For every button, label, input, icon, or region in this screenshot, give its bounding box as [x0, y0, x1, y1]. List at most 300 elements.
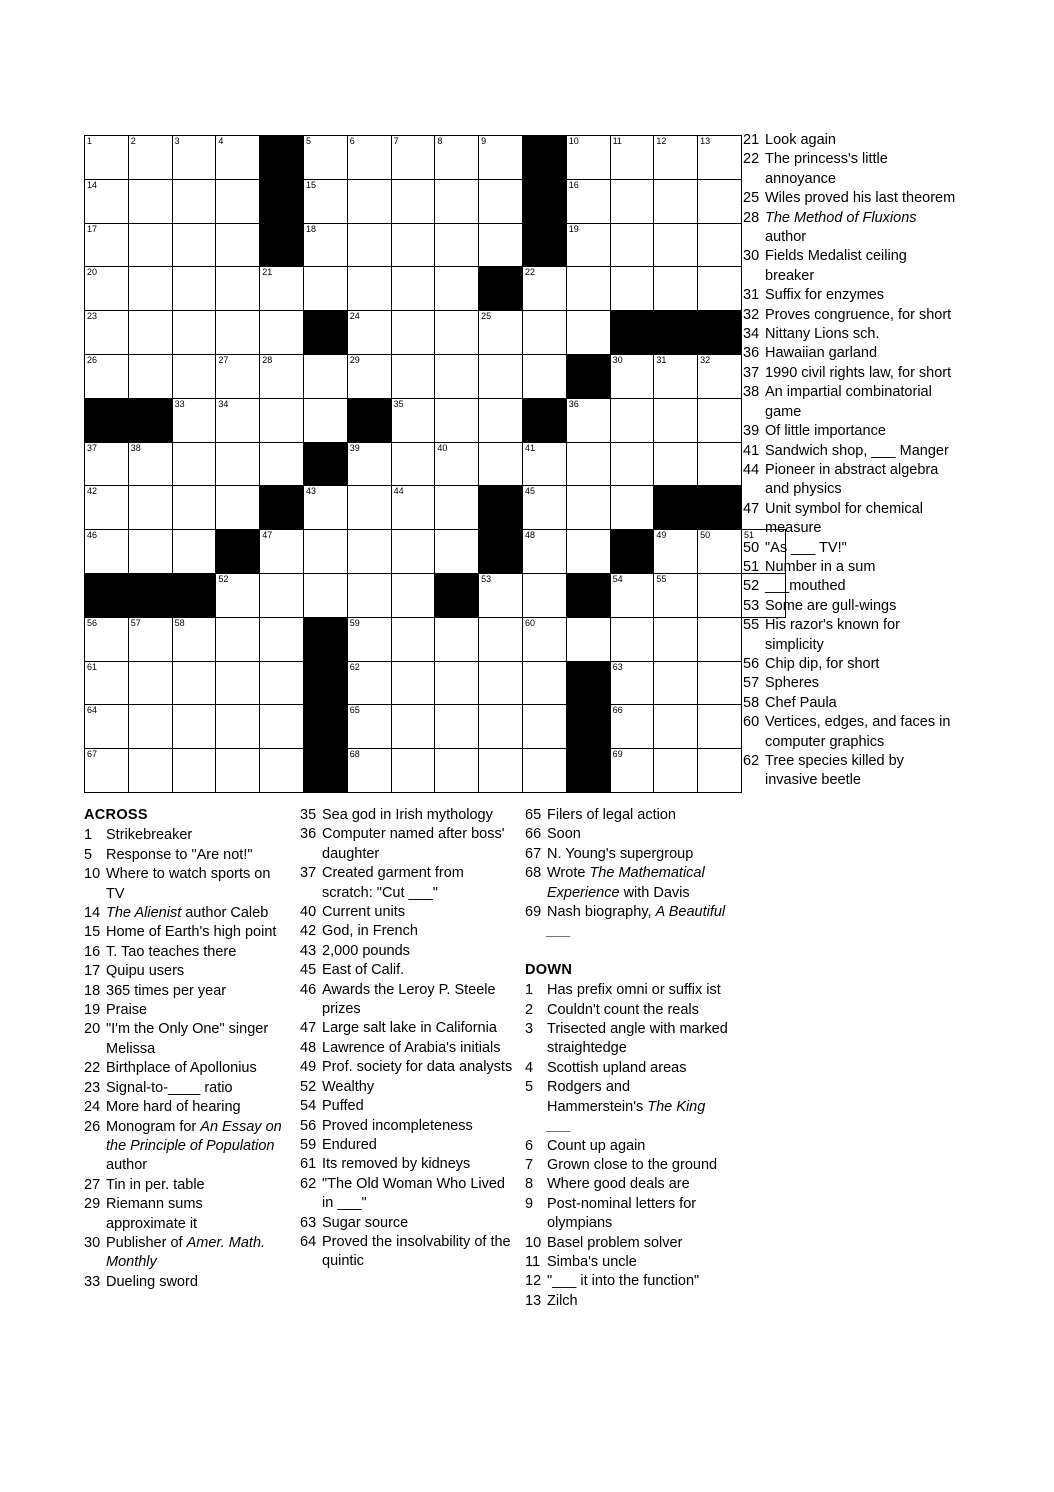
grid-cell[interactable] [610, 267, 654, 311]
across-clue-49[interactable] [300, 1058, 515, 1077]
grid-cell[interactable] [479, 136, 523, 180]
across-clue-52[interactable] [300, 1078, 515, 1097]
grid-cell[interactable] [566, 267, 610, 311]
grid-cell[interactable] [216, 311, 260, 355]
grid-cell[interactable] [698, 661, 742, 705]
grid-cell[interactable] [172, 398, 216, 442]
down-clue-52[interactable] [743, 577, 958, 596]
grid-cell[interactable] [216, 442, 260, 486]
grid-cell-block [303, 442, 347, 486]
grid-cell[interactable] [303, 486, 347, 530]
grid-cell[interactable] [172, 705, 216, 749]
grid-cell[interactable] [347, 442, 391, 486]
grid-cell[interactable] [610, 442, 654, 486]
down-clue-13[interactable] [525, 1292, 730, 1311]
across-clue-14[interactable] [84, 904, 284, 923]
across-clue-54[interactable] [300, 1097, 515, 1116]
grid-cell[interactable] [85, 442, 129, 486]
grid-cell[interactable] [654, 354, 698, 398]
grid-cell[interactable] [85, 267, 129, 311]
down-clue-9[interactable] [525, 1195, 730, 1234]
across-clue-30[interactable] [84, 1234, 284, 1273]
across-clue-37[interactable] [300, 864, 515, 903]
grid-cell[interactable] [698, 573, 742, 617]
grid-cell[interactable] [435, 661, 479, 705]
grid-cell[interactable] [172, 223, 216, 267]
grid-cell[interactable] [172, 311, 216, 355]
grid-cell[interactable] [435, 136, 479, 180]
grid-cell[interactable] [172, 179, 216, 223]
across-clue-10[interactable] [84, 865, 284, 904]
grid-cell[interactable] [128, 530, 172, 574]
grid-cell[interactable] [172, 661, 216, 705]
clue-text: Zilch [547, 1292, 578, 1309]
grid-cell[interactable] [347, 267, 391, 311]
grid-cell[interactable] [260, 442, 304, 486]
down-clue-31[interactable] [743, 286, 958, 305]
grid-cell[interactable] [85, 354, 129, 398]
clue-text: 2,000 pounds [322, 942, 410, 959]
grid-cell[interactable] [698, 354, 742, 398]
grid-cell[interactable] [610, 223, 654, 267]
across-clue-45[interactable] [300, 961, 515, 980]
grid-cell[interactable] [85, 179, 129, 223]
grid-cell[interactable] [566, 617, 610, 661]
grid-cell-number: 54 [612, 573, 623, 584]
grid-cell[interactable] [522, 617, 566, 661]
grid-cell[interactable] [216, 267, 260, 311]
grid-cell[interactable] [610, 354, 654, 398]
grid-cell[interactable] [216, 573, 260, 617]
down-clue-22[interactable] [743, 150, 958, 189]
grid-cell[interactable] [698, 705, 742, 749]
down-clue-38[interactable] [743, 383, 958, 422]
clue-text: Trisected angle with marked straightedge [547, 1021, 728, 1057]
grid-cell[interactable] [216, 617, 260, 661]
down-clue-1[interactable] [525, 981, 730, 1000]
grid-cell[interactable] [85, 617, 129, 661]
grid-cell-block [654, 311, 698, 355]
across-clue-23[interactable] [84, 1079, 284, 1098]
grid-cell[interactable] [654, 705, 698, 749]
grid-cell[interactable] [479, 617, 523, 661]
across-clue-18[interactable] [84, 982, 284, 1001]
grid-cell[interactable] [522, 530, 566, 574]
across-clue-69[interactable] [525, 903, 730, 942]
grid-cell[interactable] [303, 398, 347, 442]
grid-cell[interactable] [479, 179, 523, 223]
down-clue-55[interactable] [743, 616, 958, 655]
across-clue-62[interactable] [300, 1175, 515, 1214]
across-clue-64[interactable] [300, 1233, 515, 1272]
grid-cell[interactable] [260, 617, 304, 661]
grid-cell[interactable] [303, 179, 347, 223]
grid-cell[interactable] [172, 530, 216, 574]
grid-cell[interactable] [172, 354, 216, 398]
grid-cell[interactable] [391, 354, 435, 398]
grid-cell[interactable] [479, 442, 523, 486]
grid-cell[interactable] [435, 617, 479, 661]
clue-number: 36 [743, 345, 760, 362]
clue-text: The Method of Fluxions author [765, 209, 917, 246]
clue-number: 5 [84, 846, 93, 863]
across-clue-26[interactable] [84, 1118, 284, 1176]
grid-cell[interactable] [128, 267, 172, 311]
grid-cell[interactable] [347, 136, 391, 180]
grid-cell[interactable] [522, 573, 566, 617]
across-clue-48[interactable] [300, 1039, 515, 1058]
across-clue-61[interactable] [300, 1155, 515, 1174]
down-clue-53[interactable] [743, 597, 958, 616]
grid-cell[interactable] [216, 705, 260, 749]
down-clue-2[interactable] [525, 1001, 730, 1020]
grid-cell[interactable] [654, 661, 698, 705]
grid-cell[interactable] [347, 311, 391, 355]
grid-cell[interactable] [522, 486, 566, 530]
grid-cell[interactable] [216, 749, 260, 793]
across-clue-29[interactable] [84, 1195, 284, 1234]
grid-cell[interactable] [698, 179, 742, 223]
grid-cell[interactable] [85, 311, 129, 355]
grid-cell[interactable] [128, 179, 172, 223]
grid-cell[interactable] [260, 573, 304, 617]
down-clue-21[interactable] [743, 131, 958, 150]
grid-cell[interactable] [522, 354, 566, 398]
across-clue-16[interactable] [84, 943, 284, 962]
grid-cell[interactable] [391, 398, 435, 442]
across-clue-67[interactable] [525, 845, 730, 864]
grid-cell[interactable] [347, 354, 391, 398]
down-clue-30[interactable] [743, 247, 958, 286]
grid-cell[interactable] [85, 530, 129, 574]
across-clue-33[interactable] [84, 1273, 284, 1292]
grid-cell[interactable] [391, 136, 435, 180]
across-clue-20[interactable] [84, 1020, 284, 1059]
grid-cell[interactable] [347, 486, 391, 530]
down-clue-56[interactable] [743, 655, 958, 674]
grid-cell[interactable] [85, 486, 129, 530]
grid-cell-number: 4 [218, 136, 224, 146]
grid-cell[interactable] [260, 749, 304, 793]
grid-cell[interactable] [216, 398, 260, 442]
grid-cell[interactable] [128, 749, 172, 793]
column-spacer [525, 942, 730, 961]
grid-cell[interactable] [260, 530, 304, 574]
grid-cell[interactable] [303, 573, 347, 617]
down-clue-62[interactable] [743, 752, 958, 791]
grid-cell[interactable] [128, 354, 172, 398]
grid-cell[interactable] [479, 223, 523, 267]
grid-cell[interactable] [698, 442, 742, 486]
across-clue-27[interactable] [84, 1176, 284, 1195]
grid-cell[interactable] [654, 442, 698, 486]
across-clue-15[interactable] [84, 923, 284, 942]
grid-cell[interactable] [347, 749, 391, 793]
down-clue-11[interactable] [525, 1253, 730, 1272]
grid-cell[interactable] [172, 749, 216, 793]
grid-cell[interactable] [566, 311, 610, 355]
grid-cell[interactable] [303, 223, 347, 267]
grid-cell[interactable] [654, 267, 698, 311]
grid-cell[interactable] [347, 661, 391, 705]
grid-cell[interactable] [128, 311, 172, 355]
grid-cell[interactable] [610, 398, 654, 442]
grid-cell[interactable] [391, 442, 435, 486]
grid-cell[interactable] [566, 530, 610, 574]
across-clue-43[interactable] [300, 942, 515, 961]
clue-number: 29 [84, 1196, 101, 1213]
across-clue-66[interactable] [525, 825, 730, 844]
grid-cell[interactable] [566, 136, 610, 180]
down-clue-6[interactable] [525, 1137, 730, 1156]
grid-cell[interactable] [654, 398, 698, 442]
grid-cell[interactable] [391, 486, 435, 530]
down-clue-25[interactable] [743, 189, 958, 208]
across-clues-column-1 [84, 806, 284, 1292]
down-clue-32[interactable] [743, 306, 958, 325]
grid-cell[interactable] [85, 705, 129, 749]
grid-cell[interactable] [435, 179, 479, 223]
grid-cell[interactable] [303, 136, 347, 180]
grid-cell[interactable] [303, 530, 347, 574]
clue-text: Nittany Lions sch. [765, 326, 880, 343]
down-clue-7[interactable] [525, 1156, 730, 1175]
grid-cell[interactable] [347, 530, 391, 574]
grid-cell[interactable] [654, 136, 698, 180]
grid-cell[interactable] [128, 442, 172, 486]
grid-cell[interactable] [522, 311, 566, 355]
grid-cell[interactable] [85, 661, 129, 705]
grid-cell[interactable] [172, 617, 216, 661]
down-clue-36[interactable] [743, 344, 958, 363]
grid-cell[interactable] [128, 705, 172, 749]
grid-cell[interactable] [610, 617, 654, 661]
across-clue-42[interactable] [300, 922, 515, 941]
grid-cell[interactable] [566, 179, 610, 223]
grid-cell[interactable] [216, 486, 260, 530]
grid-cell[interactable] [85, 749, 129, 793]
grid-cell[interactable] [654, 223, 698, 267]
grid-cell[interactable] [435, 398, 479, 442]
grid-cell[interactable] [610, 749, 654, 793]
grid-cell[interactable] [260, 267, 304, 311]
grid-cell[interactable] [522, 661, 566, 705]
clue-text: "I'm the Only One" singer Melissa [106, 1021, 269, 1057]
grid-cell[interactable] [260, 398, 304, 442]
across-clue-1[interactable] [84, 826, 284, 845]
across-clue-5[interactable] [84, 846, 284, 865]
grid-cell[interactable] [303, 354, 347, 398]
down-clue-50[interactable] [743, 539, 958, 558]
grid-cell[interactable] [391, 530, 435, 574]
grid-cell-block [260, 179, 304, 223]
grid-cell[interactable] [347, 617, 391, 661]
down-clue-37[interactable] [743, 364, 958, 383]
down-clue-4[interactable] [525, 1059, 730, 1078]
grid-cell[interactable] [698, 530, 742, 574]
grid-cell[interactable] [347, 705, 391, 749]
down-clue-60[interactable] [743, 713, 958, 752]
grid-cell[interactable] [128, 136, 172, 180]
across-clue-47[interactable] [300, 1019, 515, 1038]
across-clue-35[interactable] [300, 806, 515, 825]
grid-cell[interactable] [391, 705, 435, 749]
grid-cell[interactable] [435, 267, 479, 311]
grid-cell[interactable] [260, 661, 304, 705]
down-clue-47[interactable] [743, 500, 958, 539]
down-clue-34[interactable] [743, 325, 958, 344]
clue-text: His razor's known for simplicity [765, 617, 900, 653]
grid-cell[interactable] [566, 486, 610, 530]
grid-cell-number: 32 [700, 354, 711, 365]
grid-cell-number: 16 [568, 179, 579, 190]
grid-cell[interactable] [610, 136, 654, 180]
grid-cell[interactable] [391, 311, 435, 355]
grid-cell[interactable] [698, 617, 742, 661]
grid-cell[interactable] [698, 136, 742, 180]
down-clue-10[interactable] [525, 1234, 730, 1253]
grid-cell-number: 10 [568, 136, 579, 146]
grid-cell[interactable] [260, 705, 304, 749]
clue-number: 62 [743, 753, 760, 769]
down-clue-28[interactable] [743, 209, 958, 248]
grid-cell[interactable] [435, 530, 479, 574]
across-clue-63[interactable] [300, 1214, 515, 1233]
down-clue-41[interactable] [743, 442, 958, 461]
down-clue-12[interactable] [525, 1272, 730, 1291]
grid-cell[interactable] [172, 486, 216, 530]
down-clue-51[interactable] [743, 558, 958, 577]
grid-cell[interactable] [216, 354, 260, 398]
grid-cell[interactable] [654, 573, 698, 617]
grid-cell[interactable] [522, 442, 566, 486]
grid-cell[interactable] [260, 354, 304, 398]
grid-cell-number: 9 [481, 136, 487, 146]
grid-cell[interactable] [435, 223, 479, 267]
grid-cell[interactable] [522, 705, 566, 749]
grid-cell[interactable] [566, 442, 610, 486]
down-clue-3[interactable] [525, 1020, 730, 1059]
grid-cell[interactable] [654, 617, 698, 661]
grid-cell[interactable] [216, 223, 260, 267]
grid-cell[interactable] [391, 267, 435, 311]
clue-text: Birthplace of Apollonius [106, 1060, 257, 1077]
grid-cell[interactable] [479, 705, 523, 749]
grid-cell[interactable] [347, 223, 391, 267]
grid-cell[interactable] [610, 179, 654, 223]
across-clue-22[interactable] [84, 1059, 284, 1078]
clue-number: 23 [84, 1079, 101, 1096]
grid-cell[interactable] [391, 661, 435, 705]
grid-cell[interactable] [522, 749, 566, 793]
down-clue-39[interactable] [743, 422, 958, 441]
grid-cell[interactable] [435, 442, 479, 486]
across-clue-46[interactable] [300, 981, 515, 1020]
grid-cell[interactable] [347, 573, 391, 617]
grid-cell-number: 52 [218, 573, 229, 584]
grid-cell[interactable] [479, 398, 523, 442]
grid-cell[interactable] [698, 223, 742, 267]
grid-cell[interactable] [479, 354, 523, 398]
grid-cell[interactable] [610, 573, 654, 617]
grid-cell[interactable] [479, 661, 523, 705]
grid-cell[interactable] [85, 223, 129, 267]
grid-cell[interactable] [128, 661, 172, 705]
across-clue-19[interactable] [84, 1001, 284, 1020]
grid-row [85, 223, 786, 267]
clue-number: 63 [300, 1214, 317, 1231]
grid-cell-block [85, 573, 129, 617]
grid-cell[interactable] [216, 136, 260, 180]
down-clue-57[interactable] [743, 674, 958, 693]
grid-cell[interactable] [610, 705, 654, 749]
down-clue-5[interactable] [525, 1078, 730, 1136]
grid-cell[interactable] [654, 749, 698, 793]
grid-cell[interactable] [566, 223, 610, 267]
across-clue-24[interactable] [84, 1098, 284, 1117]
grid-cell[interactable] [435, 354, 479, 398]
grid-cell[interactable] [654, 179, 698, 223]
across-clue-59[interactable] [300, 1136, 515, 1155]
grid-cell-number: 18 [305, 223, 316, 234]
grid-cell[interactable] [391, 749, 435, 793]
grid-cell[interactable] [435, 311, 479, 355]
grid-cell[interactable] [391, 617, 435, 661]
grid-cell[interactable] [85, 136, 129, 180]
grid-cell[interactable] [479, 573, 523, 617]
across-clue-65[interactable] [525, 806, 730, 825]
grid-cell[interactable] [391, 223, 435, 267]
grid-cell[interactable] [698, 749, 742, 793]
down-clue-44[interactable] [743, 461, 958, 500]
grid-cell[interactable] [216, 179, 260, 223]
across-clue-17[interactable] [84, 962, 284, 981]
grid-cell[interactable] [698, 267, 742, 311]
across-clue-56[interactable] [300, 1117, 515, 1136]
grid-cell[interactable] [391, 179, 435, 223]
grid-cell[interactable] [654, 530, 698, 574]
grid-cell[interactable] [128, 486, 172, 530]
grid-cell[interactable] [172, 442, 216, 486]
across-clue-36[interactable] [300, 825, 515, 864]
grid-cell[interactable] [260, 311, 304, 355]
grid-cell[interactable] [479, 749, 523, 793]
crossword-grid[interactable] [84, 135, 786, 793]
grid-cell[interactable] [479, 311, 523, 355]
grid-cell[interactable] [128, 223, 172, 267]
grid-cell[interactable] [128, 617, 172, 661]
grid-cell[interactable] [172, 136, 216, 180]
grid-cell[interactable] [698, 398, 742, 442]
grid-cell[interactable] [391, 573, 435, 617]
grid-cell[interactable] [522, 267, 566, 311]
grid-cell[interactable] [172, 267, 216, 311]
across-clue-40[interactable] [300, 903, 515, 922]
clue-number: 69 [525, 904, 542, 921]
grid-cell[interactable] [435, 705, 479, 749]
grid-cell[interactable] [610, 486, 654, 530]
grid-cell[interactable] [566, 398, 610, 442]
grid-cell[interactable] [435, 749, 479, 793]
grid-cell[interactable] [347, 179, 391, 223]
grid-cell[interactable] [303, 267, 347, 311]
grid-cell[interactable] [216, 661, 260, 705]
down-clue-58[interactable] [743, 694, 958, 713]
grid-cell[interactable] [435, 486, 479, 530]
grid-cell[interactable] [610, 661, 654, 705]
across-clue-68[interactable] [525, 864, 730, 903]
down-clue-8[interactable] [525, 1175, 730, 1194]
